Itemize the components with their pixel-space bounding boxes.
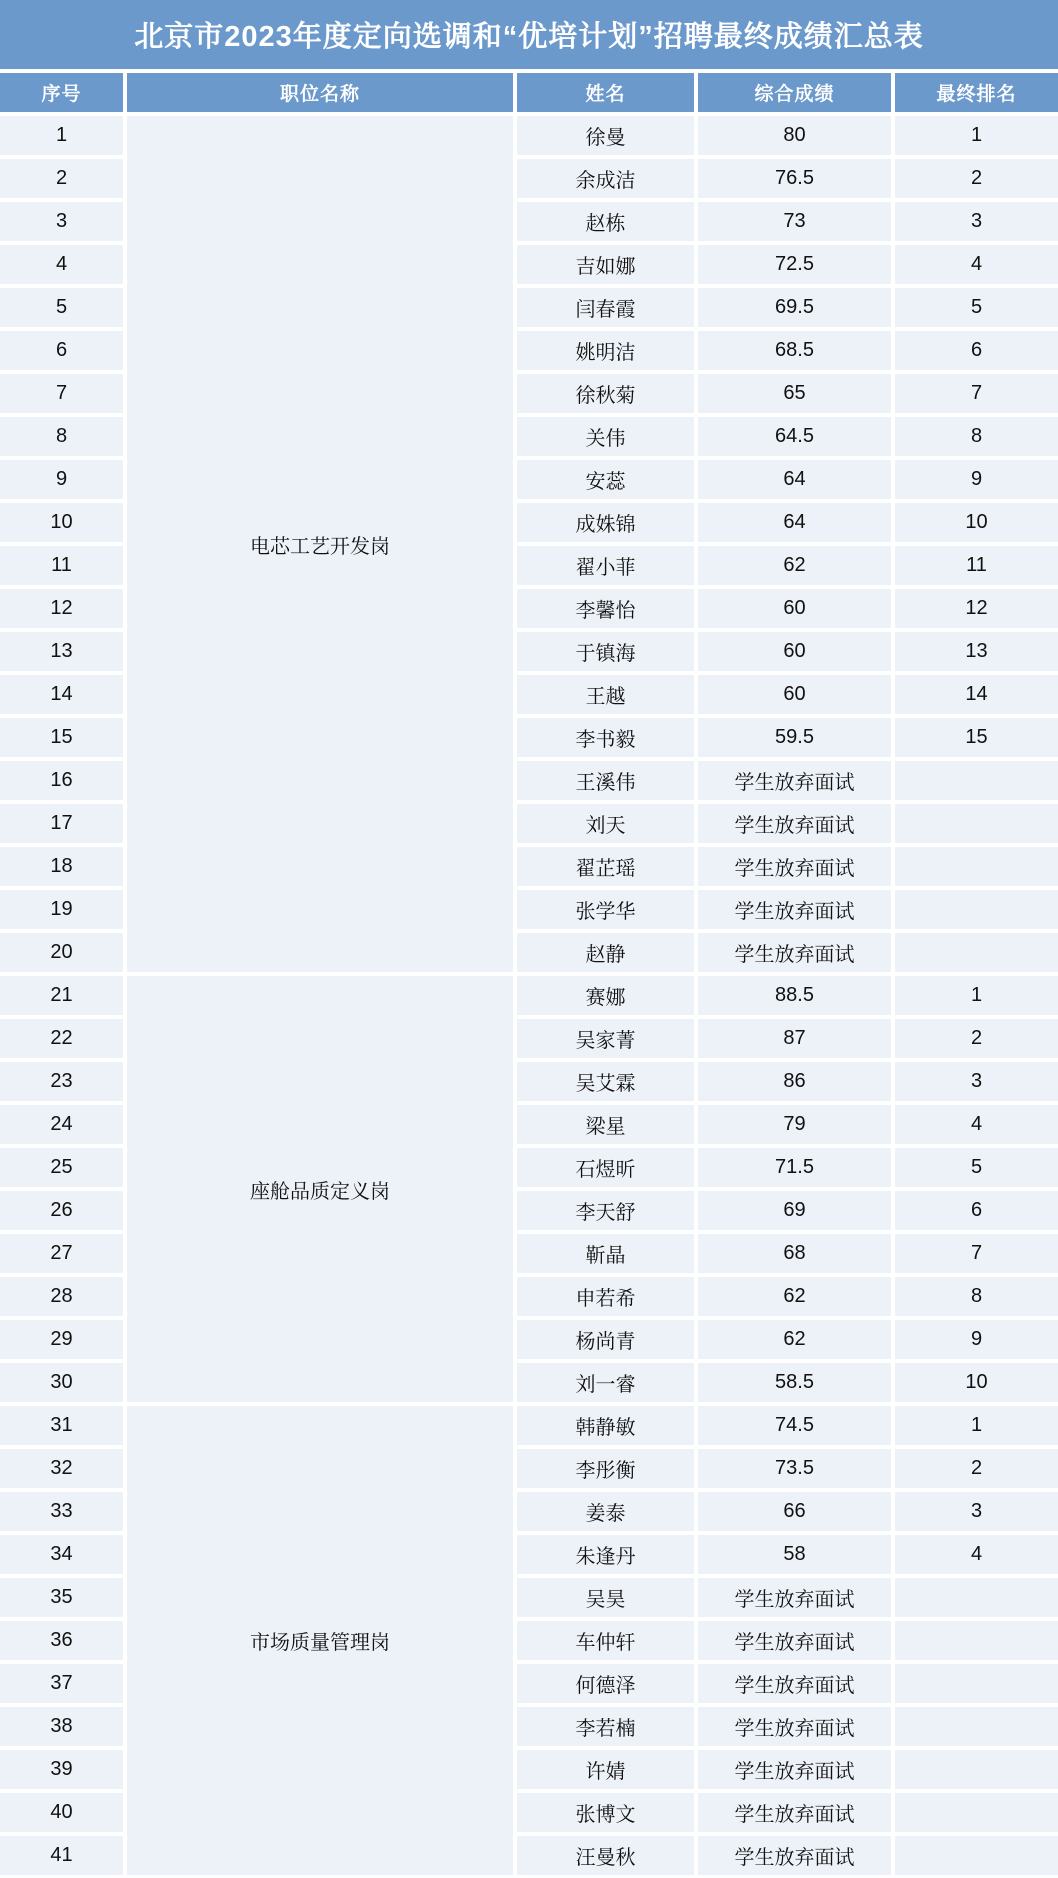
cell-rank: 3 xyxy=(895,1492,1058,1531)
cell-seq: 8 xyxy=(0,417,123,456)
cell-rank: 13 xyxy=(895,632,1058,671)
cell-name: 刘天 xyxy=(517,804,694,843)
cell-rank xyxy=(895,1578,1058,1617)
cell-seq: 9 xyxy=(0,460,123,499)
cell-name: 闫春霞 xyxy=(517,288,694,327)
cell-seq: 29 xyxy=(0,1320,123,1359)
cell-rank xyxy=(895,761,1058,800)
cell-seq: 6 xyxy=(0,331,123,370)
cell-rank: 6 xyxy=(895,331,1058,370)
cell-name: 车仲轩 xyxy=(517,1621,694,1660)
cell-name: 姜泰 xyxy=(517,1492,694,1531)
cell-name: 梁星 xyxy=(517,1105,694,1144)
cell-rank: 2 xyxy=(895,159,1058,198)
cell-seq: 18 xyxy=(0,847,123,886)
cell-score: 69.5 xyxy=(698,288,891,327)
cell-name: 成姝锦 xyxy=(517,503,694,542)
cell-rank: 15 xyxy=(895,718,1058,757)
cell-name: 吴家菁 xyxy=(517,1019,694,1058)
cell-seq: 20 xyxy=(0,933,123,972)
cell-name: 李若楠 xyxy=(517,1707,694,1746)
cell-score: 学生放弃面试 xyxy=(698,1836,891,1875)
cell-score: 学生放弃面试 xyxy=(698,1793,891,1832)
cell-name: 赵栋 xyxy=(517,202,694,241)
cell-seq: 28 xyxy=(0,1277,123,1316)
cell-rank xyxy=(895,1664,1058,1703)
cell-score: 62 xyxy=(698,1277,891,1316)
cell-rank xyxy=(895,1793,1058,1832)
cell-score: 68.5 xyxy=(698,331,891,370)
cell-score: 60 xyxy=(698,675,891,714)
cell-score: 学生放弃面试 xyxy=(698,890,891,929)
cell-name: 李书毅 xyxy=(517,718,694,757)
cell-name: 安蕊 xyxy=(517,460,694,499)
cell-seq: 27 xyxy=(0,1234,123,1273)
cell-seq: 15 xyxy=(0,718,123,757)
column-header-score: 综合成绩 xyxy=(698,73,891,112)
cell-seq: 31 xyxy=(0,1406,123,1445)
cell-score: 71.5 xyxy=(698,1148,891,1187)
cell-rank: 8 xyxy=(895,1277,1058,1316)
cell-rank: 1 xyxy=(895,976,1058,1015)
cell-name: 翟小菲 xyxy=(517,546,694,585)
cell-score: 73.5 xyxy=(698,1449,891,1488)
cell-score: 59.5 xyxy=(698,718,891,757)
cell-rank: 6 xyxy=(895,1191,1058,1230)
cell-name: 王溪伟 xyxy=(517,761,694,800)
cell-name: 刘一睿 xyxy=(517,1363,694,1402)
cell-score: 66 xyxy=(698,1492,891,1531)
cell-rank: 12 xyxy=(895,589,1058,628)
column-header-position: 职位名称 xyxy=(127,73,513,112)
cell-seq: 3 xyxy=(0,202,123,241)
cell-rank: 3 xyxy=(895,1062,1058,1101)
cell-name: 李馨怡 xyxy=(517,589,694,628)
cell-rank xyxy=(895,1707,1058,1746)
cell-rank: 4 xyxy=(895,1105,1058,1144)
cell-rank xyxy=(895,933,1058,972)
score-table xyxy=(0,73,1058,1875)
cell-seq: 25 xyxy=(0,1148,123,1187)
cell-score: 62 xyxy=(698,1320,891,1359)
cell-seq: 19 xyxy=(0,890,123,929)
cell-seq: 2 xyxy=(0,159,123,198)
cell-rank xyxy=(895,804,1058,843)
cell-name: 李彤衡 xyxy=(517,1449,694,1488)
cell-name: 韩静敏 xyxy=(517,1406,694,1445)
cell-score: 学生放弃面试 xyxy=(698,1578,891,1617)
cell-score: 学生放弃面试 xyxy=(698,1621,891,1660)
cell-rank: 2 xyxy=(895,1019,1058,1058)
cell-name: 于镇海 xyxy=(517,632,694,671)
cell-rank: 7 xyxy=(895,374,1058,413)
cell-score: 58 xyxy=(698,1535,891,1574)
cell-seq: 37 xyxy=(0,1664,123,1703)
cell-name: 吴艾霖 xyxy=(517,1062,694,1101)
column-header-rank: 最终排名 xyxy=(895,73,1058,112)
cell-seq: 26 xyxy=(0,1191,123,1230)
cell-seq: 14 xyxy=(0,675,123,714)
cell-seq: 7 xyxy=(0,374,123,413)
cell-seq: 17 xyxy=(0,804,123,843)
cell-name: 赵静 xyxy=(517,933,694,972)
cell-score: 学生放弃面试 xyxy=(698,761,891,800)
cell-score: 64.5 xyxy=(698,417,891,456)
cell-name: 申若希 xyxy=(517,1277,694,1316)
cell-name: 姚明洁 xyxy=(517,331,694,370)
cell-score: 60 xyxy=(698,632,891,671)
cell-name: 许婧 xyxy=(517,1750,694,1789)
column-header-seq: 序号 xyxy=(0,73,123,112)
cell-name: 徐曼 xyxy=(517,116,694,155)
cell-rank: 7 xyxy=(895,1234,1058,1273)
cell-rank: 3 xyxy=(895,202,1058,241)
cell-seq: 33 xyxy=(0,1492,123,1531)
cell-score: 68 xyxy=(698,1234,891,1273)
cell-name: 赛娜 xyxy=(517,976,694,1015)
cell-name: 关伟 xyxy=(517,417,694,456)
cell-seq: 34 xyxy=(0,1535,123,1574)
cell-score: 学生放弃面试 xyxy=(698,1707,891,1746)
cell-rank: 11 xyxy=(895,546,1058,585)
cell-rank: 1 xyxy=(895,1406,1058,1445)
cell-rank: 10 xyxy=(895,503,1058,542)
column-header-name: 姓名 xyxy=(517,73,694,112)
cell-score: 58.5 xyxy=(698,1363,891,1402)
cell-rank: 4 xyxy=(895,245,1058,284)
cell-seq: 11 xyxy=(0,546,123,585)
cell-seq: 40 xyxy=(0,1793,123,1832)
cell-name: 何德泽 xyxy=(517,1664,694,1703)
cell-seq: 21 xyxy=(0,976,123,1015)
cell-score: 76.5 xyxy=(698,159,891,198)
cell-rank xyxy=(895,1750,1058,1789)
cell-name: 靳晶 xyxy=(517,1234,694,1273)
cell-name: 张学华 xyxy=(517,890,694,929)
cell-score: 79 xyxy=(698,1105,891,1144)
cell-score: 学生放弃面试 xyxy=(698,847,891,886)
cell-score: 73 xyxy=(698,202,891,241)
cell-name: 张博文 xyxy=(517,1793,694,1832)
cell-seq: 1 xyxy=(0,116,123,155)
cell-seq: 22 xyxy=(0,1019,123,1058)
cell-rank: 14 xyxy=(895,675,1058,714)
cell-seq: 38 xyxy=(0,1707,123,1746)
cell-score: 64 xyxy=(698,503,891,542)
cell-seq: 39 xyxy=(0,1750,123,1789)
cell-name: 徐秋菊 xyxy=(517,374,694,413)
cell-seq: 32 xyxy=(0,1449,123,1488)
cell-position: 电芯工艺开发岗 xyxy=(127,116,513,972)
cell-seq: 12 xyxy=(0,589,123,628)
cell-rank: 9 xyxy=(895,1320,1058,1359)
cell-rank: 1 xyxy=(895,116,1058,155)
cell-name: 杨尚青 xyxy=(517,1320,694,1359)
cell-seq: 5 xyxy=(0,288,123,327)
cell-name: 余成洁 xyxy=(517,159,694,198)
cell-seq: 30 xyxy=(0,1363,123,1402)
cell-rank: 10 xyxy=(895,1363,1058,1402)
cell-seq: 41 xyxy=(0,1836,123,1875)
cell-score: 87 xyxy=(698,1019,891,1058)
cell-score: 74.5 xyxy=(698,1406,891,1445)
cell-position: 座舱品质定义岗 xyxy=(127,976,513,1402)
cell-name: 汪曼秋 xyxy=(517,1836,694,1875)
cell-score: 学生放弃面试 xyxy=(698,933,891,972)
cell-score: 88.5 xyxy=(698,976,891,1015)
cell-seq: 35 xyxy=(0,1578,123,1617)
cell-score: 69 xyxy=(698,1191,891,1230)
cell-score: 80 xyxy=(698,116,891,155)
cell-rank xyxy=(895,1836,1058,1875)
cell-seq: 13 xyxy=(0,632,123,671)
cell-name: 李天舒 xyxy=(517,1191,694,1230)
cell-rank xyxy=(895,847,1058,886)
cell-seq: 23 xyxy=(0,1062,123,1101)
table-title: 北京市2023年度定向选调和“优培计划”招聘最终成绩汇总表 xyxy=(0,0,1058,69)
cell-score: 学生放弃面试 xyxy=(698,1664,891,1703)
cell-rank: 5 xyxy=(895,288,1058,327)
cell-score: 60 xyxy=(698,589,891,628)
cell-score: 86 xyxy=(698,1062,891,1101)
cell-score: 62 xyxy=(698,546,891,585)
cell-name: 朱逢丹 xyxy=(517,1535,694,1574)
cell-score: 64 xyxy=(698,460,891,499)
cell-score: 学生放弃面试 xyxy=(698,1750,891,1789)
cell-name: 吴昊 xyxy=(517,1578,694,1617)
cell-score: 72.5 xyxy=(698,245,891,284)
cell-seq: 4 xyxy=(0,245,123,284)
cell-name: 王越 xyxy=(517,675,694,714)
cell-seq: 16 xyxy=(0,761,123,800)
cell-seq: 10 xyxy=(0,503,123,542)
cell-name: 翟芷瑶 xyxy=(517,847,694,886)
cell-seq: 36 xyxy=(0,1621,123,1660)
cell-rank: 9 xyxy=(895,460,1058,499)
cell-name: 吉如娜 xyxy=(517,245,694,284)
cell-rank xyxy=(895,1621,1058,1660)
cell-rank: 4 xyxy=(895,1535,1058,1574)
cell-rank: 5 xyxy=(895,1148,1058,1187)
cell-seq: 24 xyxy=(0,1105,123,1144)
cell-rank: 2 xyxy=(895,1449,1058,1488)
cell-rank xyxy=(895,890,1058,929)
cell-name: 石煜昕 xyxy=(517,1148,694,1187)
cell-rank: 8 xyxy=(895,417,1058,456)
cell-score: 学生放弃面试 xyxy=(698,804,891,843)
cell-score: 65 xyxy=(698,374,891,413)
cell-position: 市场质量管理岗 xyxy=(127,1406,513,1875)
